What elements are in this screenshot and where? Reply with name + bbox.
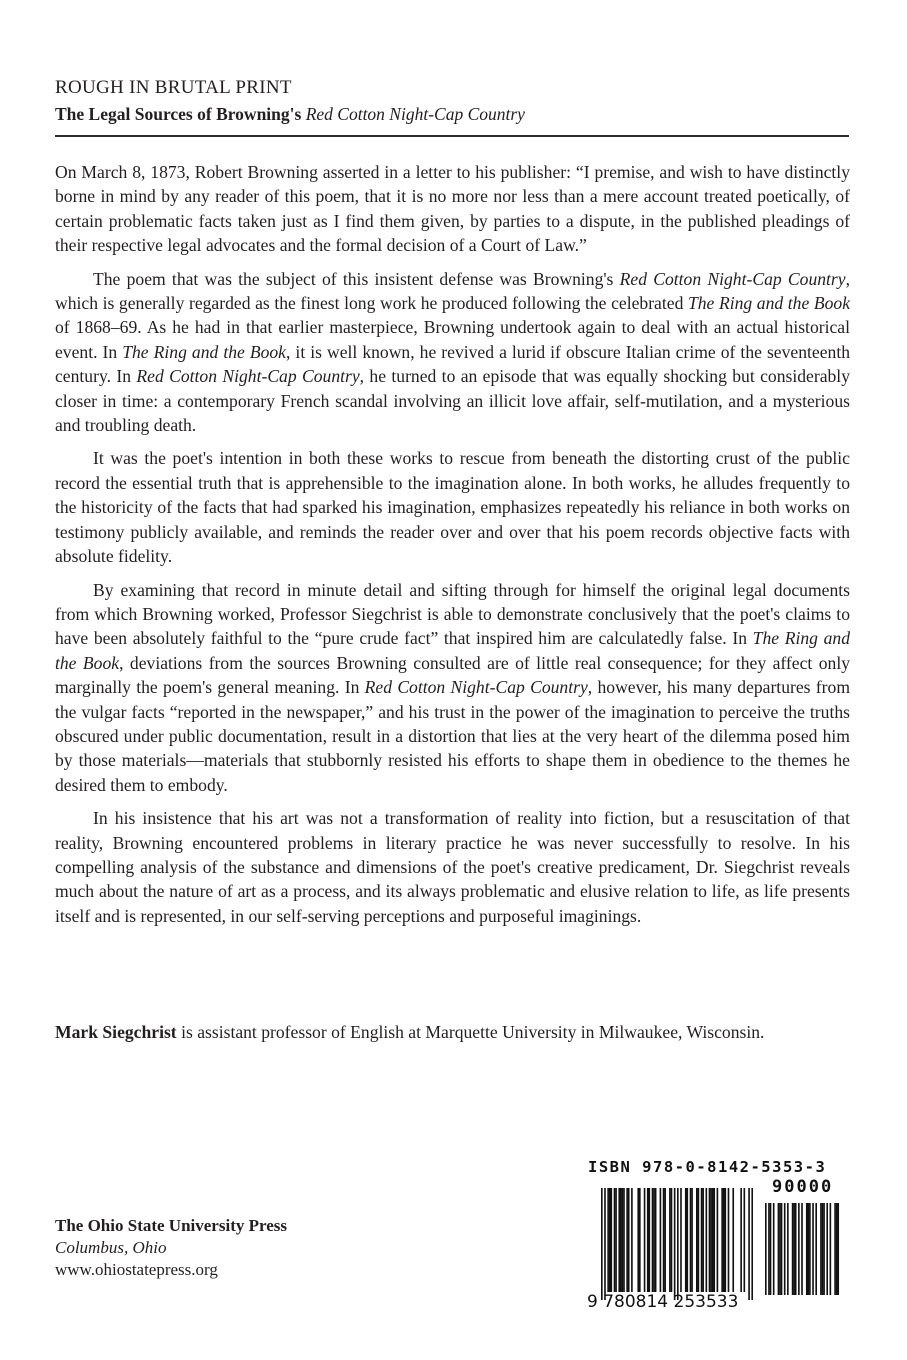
text-run: In his insistence that his art was not a transformation of reality into fiction, but a resuscitation of that reality, Browning encountered problems in literary practice he was never successfully to resolve. In his compelling analysis of the substance and dimensions of the poet's creative predicament, Dr. Siegchrist reveals much about the nature of art as a process, and its always problematic and elusive relation to life, as life presents itself and is represented, in our self-serving perceptions and purposeful imaginings. — [55, 808, 850, 926]
isbn-barcode — [585, 1158, 845, 1318]
publisher-city: Columbus, Ohio — [55, 1238, 167, 1257]
blurb-paragraph — [55, 446, 850, 568]
italic-title: The Ring and the Book — [55, 628, 850, 673]
text-run: It was the poet's intention in both these works to rescue from beneath the distorting crust of the public record the essential truth that is apprehensible to the imagination alone. In both works, he alludes frequently to the historicity of the facts that had sparked his imagination, emphasizes repeatedly his reliance in both works on testimony publicly available, and reminds the reader over and over that his poem records objective facts with absolute fidelity. — [55, 448, 850, 567]
text-run: The poem that was the subject of this insistent defense was Browning's — [93, 268, 620, 289]
series-title: ROUGH IN BRUTAL PRINT — [55, 77, 292, 98]
text-run: , deviations from the sources Browning consulted are of little real consequence; for they affect only marginally the poem's general meaning. In — [55, 652, 851, 698]
italic-title: Red Cotton Night-Cap Country — [619, 268, 846, 289]
text-run: On March 8, 1873, Robert Browning asserted in a letter to his publisher: “I premise, and wish to have distinctly borne in mind by any reader of this poem, that it is no more nor less than a mere account treated poetically, of certain problematic facts taken just as I find them given, by parties to a dispute, in the published pleadings of their respective legal advocates and the formal decision of a Court of Law.” — [55, 162, 850, 256]
text-run: , he turned to an episode that was equally shocking but considerably closer in time: a contemporary French scandal involving an illicit love affair, self-mutilation, and a mysterious and troubling death. — [55, 366, 850, 436]
blurb-body — [55, 160, 850, 937]
author-bio-text: is assistant professor of English at Marquette University in Milwaukee, Wisconsin. — [176, 1022, 765, 1042]
text-run: By examining that record in minute detail and sifting through for himself the original legal documents from which Browning worked, Professor Siegchrist is able to demonstrate conclusively that the poet's claims to have been absolutely faithful to the “pure crude fact” that inspired him are calculatedly false. In — [55, 579, 850, 649]
isbn-label: ISBN 978-0-8142-5353-3 — [588, 1158, 827, 1176]
text-run: , it is well known, he revived a lurid if obscure Italian crime of the seventeenth century. In — [55, 341, 850, 387]
book-subtitle — [55, 104, 525, 125]
ean-digits: 9 780814 253533 — [587, 1292, 739, 1312]
author-name: Mark Siegchrist — [55, 1022, 177, 1042]
subtitle-prefix: The Legal Sources of Browning's — [55, 104, 306, 124]
blurb-paragraph — [55, 806, 850, 928]
blurb-paragraph — [55, 578, 850, 798]
italic-title: Red Cotton Night-Cap Country — [364, 677, 588, 698]
publisher-name: The Ohio State University Press — [55, 1216, 288, 1235]
blurb-paragraph — [55, 160, 850, 258]
publisher-block — [55, 1215, 287, 1281]
italic-title: The Ring and the Book — [687, 293, 850, 314]
barcode-main-bars — [601, 1188, 753, 1300]
header-rule — [55, 135, 849, 137]
italic-title: The Ring and the Book — [122, 341, 286, 362]
publisher-url[interactable]: www.ohiostatepress.org — [55, 1260, 218, 1279]
blurb-paragraph — [55, 267, 850, 438]
text-run: , which is generally regarded as the finest long work he produced following the celebrated — [55, 268, 850, 314]
italic-title: Red Cotton Night-Cap Country — [136, 366, 360, 387]
subtitle-italic-title: Red Cotton Night-Cap Country — [305, 104, 525, 124]
author-bio — [55, 1020, 850, 1044]
text-run: of 1868–69. As he had in that earlier masterpiece, Browning undertook again to deal with an actual historical event. In — [55, 317, 850, 362]
barcode-supplement-bars — [765, 1203, 840, 1295]
text-run: , however, his many departures from the vulgar facts “reported in the newspaper,” and his trust in the power of the imagination to perceive the truths obscured under public documentation, result in a distortion that lies at the very heart of the dilemma posed him by those materials—materials that stubbornly resisted his efforts to shape them in obedience to the themes he desired them to embody. — [55, 677, 851, 795]
price-code: 90000 — [772, 1177, 834, 1197]
